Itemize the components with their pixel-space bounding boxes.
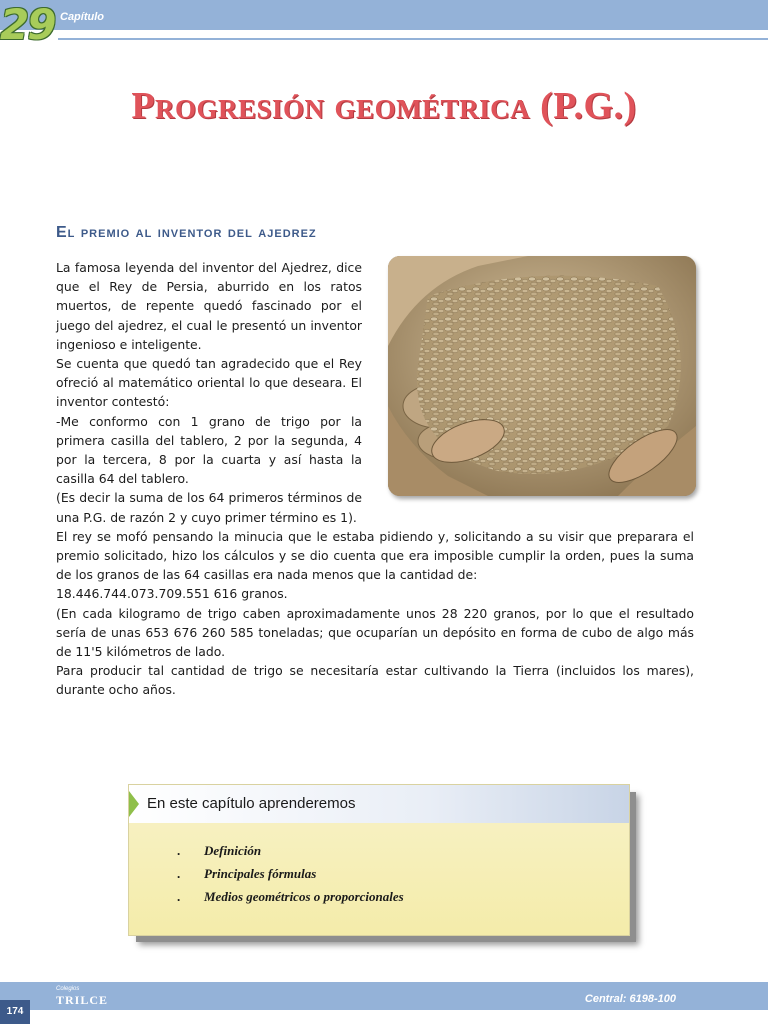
- photo-spacer: [362, 258, 694, 502]
- chapter-number: 29: [0, 0, 55, 49]
- paragraph: Se cuenta que quedó tan agradecido que el Rey ofreció al matemático oriental lo que deseara. El inventor contestó:: [56, 356, 362, 410]
- arrow-right-icon: [129, 791, 139, 817]
- paragraph: Para producir tal cantidad de trigo se necesitaría estar cultivando la Tierra (incluidos los mares), durante ocho años.: [56, 663, 694, 698]
- paragraph: 18.446.744.073.709.551 616 granos.: [56, 586, 288, 602]
- header-rule: [58, 38, 768, 40]
- paragraph: (En cada kilogramo de trigo caben aproximadamente unos 28 220 granos, por lo que el resultado sería de unas 653 676 260 585 toneladas; que ocuparían un depósito en forma de cubo de algo más de 11'5 kilómetros de lado.: [56, 605, 694, 660]
- learn-list: [177, 839, 404, 908]
- bullet: .: [177, 866, 181, 881]
- learn-box: [128, 784, 630, 936]
- paragraph: La famosa leyenda del inventor del Ajedrez, dice que el Rey de Persia, aburrido en los ratos muertos, de repente quedó fascinado por el juego del ajedrez, el cual le presentó un inventor ingenioso e inteligente.: [56, 260, 362, 352]
- bullet: .: [177, 889, 181, 904]
- footer-brand: TRILCE: [56, 993, 109, 1007]
- list-item: [177, 862, 404, 885]
- page-number: 174: [0, 1000, 30, 1024]
- list-item: [177, 839, 404, 862]
- chapter-label: Capítulo: [60, 11, 104, 23]
- learn-box-title: En este capítulo aprenderemos: [147, 795, 356, 812]
- footer-brand-small: Colegios: [56, 986, 80, 992]
- list-item-text: Medios geométricos o proporcionales: [204, 889, 404, 904]
- story-text: [56, 258, 694, 700]
- page-title: Progresión geométrica (P.G.): [131, 85, 637, 127]
- list-item-text: Definición: [204, 843, 262, 858]
- paragraph: (Es decir la suma de los 64 primeros términos de una P.G. de razón 2 y cuyo primer término es 1).: [56, 490, 362, 525]
- header-band: [0, 0, 768, 30]
- paragraph: El rey se mofó pensando la minucia que le estaba pidiendo y, solicitando a su visir que preparara el premio solicitado, hizo los cálculos y se dio cuenta que era imposible cumplir la orden, pues la suma de los granos de las 64 casillas era nada menos que la cantidad de:: [56, 528, 694, 583]
- list-item-text: Principales fórmulas: [204, 866, 317, 881]
- learn-box-header: [129, 785, 629, 823]
- paragraph: -Me conformo con 1 grano de trigo por la primera casilla del tablero, 2 por la segunda, 4 por la tercera, 8 por la cuarta y así hasta la casilla 64 del tablero.: [56, 413, 362, 487]
- list-item: [177, 885, 404, 908]
- bullet: .: [177, 843, 181, 858]
- section-title: El premio al inventor del ajedrez: [56, 224, 317, 241]
- footer-central-phone: Central: 6198-100: [584, 993, 676, 1005]
